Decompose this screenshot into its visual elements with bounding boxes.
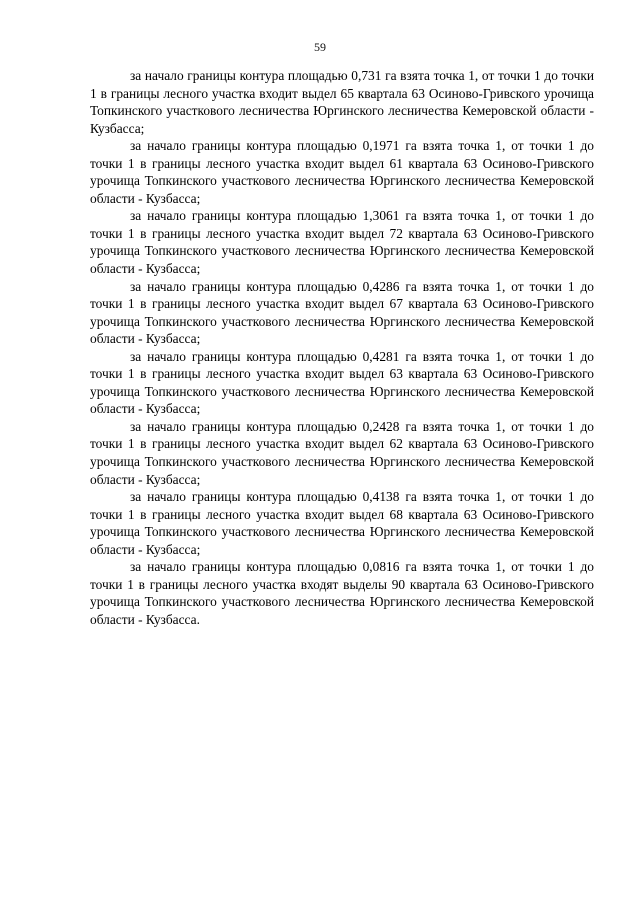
paragraph-contour-3: за начало границы контура площадью 1,3061 га взята точка 1, от точки 1 до точки 1 в границы лесного участка входит выдел 72 квартала 63 Осиново-Гривского урочища Топкинского участкового лесничества Юргинского лесничества Кемеровской области - Кузбасса;: [90, 208, 594, 277]
page-number: 59: [314, 40, 326, 54]
paragraph-contour-2: за начало границы контура площадью 0,1971 га взята точка 1, от точки 1 до точки 1 в границы лесного участка входит выдел 61 квартала 63 Осиново-Гривского урочища Топкинского участкового лесничества Юргинского лесничества Кемеровской области - Кузбасса;: [90, 138, 594, 206]
paragraph-contour-8: за начало границы контура площадью 0,0816 га взята точка 1, от точки 1 до точки 1 в границы лесного участка входят выделы 90 квартала 63 Осиново-Гривского урочища Топкинского участкового лесничества Юргинского лесничества Кемеровской области - Кузбасса.: [90, 559, 594, 627]
document-body: [90, 67, 594, 629]
paragraph-contour-1: за начало границы контура площадью 0,731 га взята точка 1, от точки 1 до точки 1 в границы лесного участка входит выдел 65 квартала 63 Осиново-Гривского урочища Топкинского участкового лесничества Юргинского лесничества Кемеровской области - Кузбасса;: [90, 68, 594, 136]
paragraph-contour-4: за начало границы контура площадью 0,4286 га взята точка 1, от точки 1 до точки 1 в границы лесного участка входит выдел 67 квартала 63 Осиново-Гривского урочища Топкинского участкового лесничества Юргинского лесничества Кемеровской области - Кузбасса;: [90, 278, 594, 347]
paragraph-contour-6: за начало границы контура площадью 0,2428 га взята точка 1, от точки 1 до точки 1 в границы лесного участка входит выдел 62 квартала 63 Осиново-Гривского урочища Топкинского участкового лесничества Юргинского лесничества Кемеровской области - Кузбасса;: [90, 418, 594, 487]
paragraph-contour-7: за начало границы контура площадью 0,4138 га взята точка 1, от точки 1 до точки 1 в границы лесного участка входит выдел 68 квартала 63 Осиново-Гривского урочища Топкинского участкового лесничества Юргинского лесничества Кемеровской области - Кузбасса;: [90, 489, 594, 557]
paragraph-contour-5: за начало границы контура площадью 0,4281 га взята точка 1, от точки 1 до точки 1 в границы лесного участка входит выдел 63 квартала 63 Осиново-Гривского урочища Топкинского участкового лесничества Юргинского лесничества Кемеровской области - Кузбасса;: [90, 348, 594, 417]
